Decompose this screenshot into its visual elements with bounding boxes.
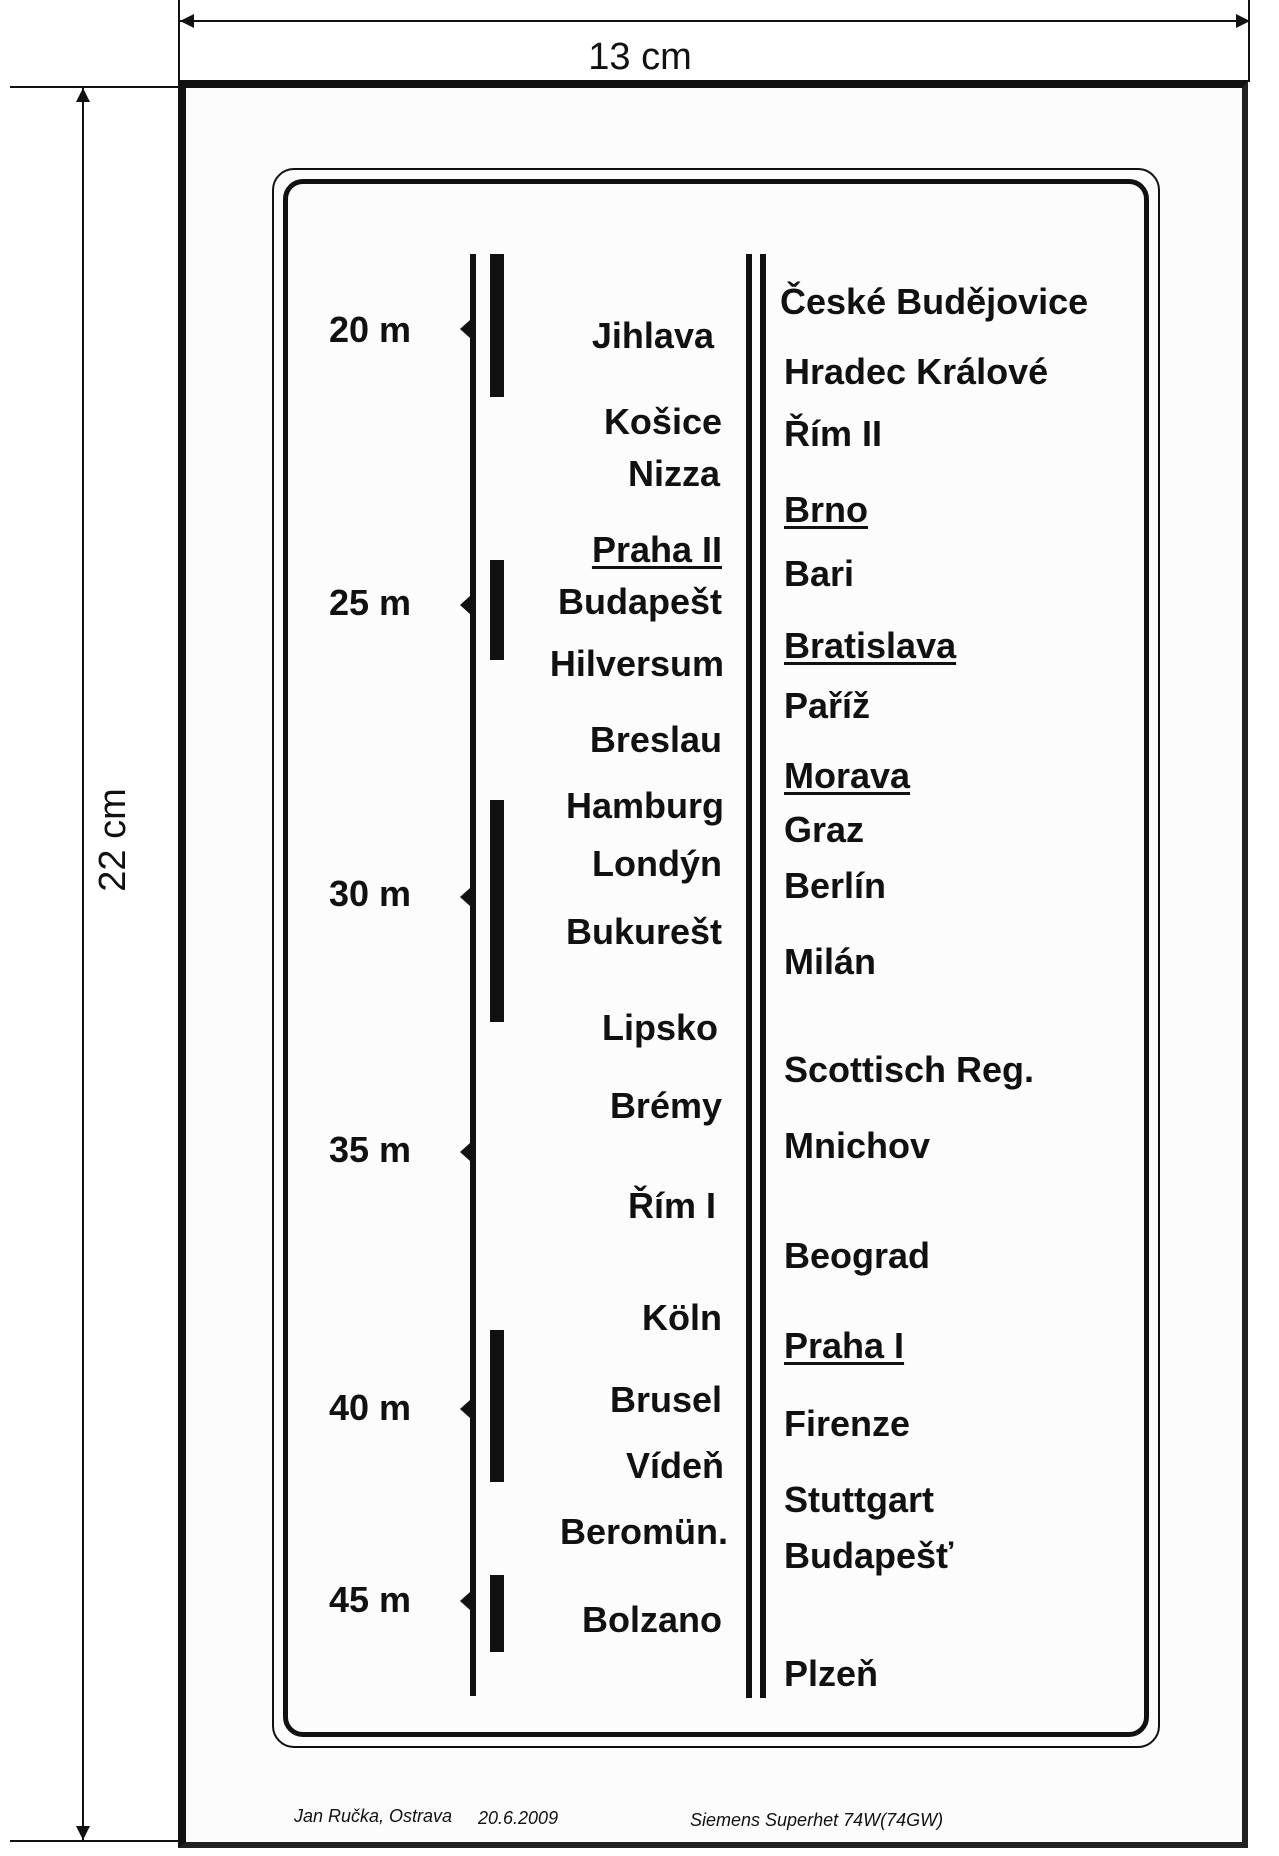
station-rim-ii: Řím II <box>784 413 883 454</box>
station-breslau: Breslau <box>589 719 722 760</box>
station-beromun: Beromün. <box>559 1511 728 1552</box>
station-praha-i: Praha I <box>784 1325 905 1366</box>
scale-mark-40m: 40 m <box>328 1387 412 1428</box>
height-dimension-tick-bottom <box>10 1840 178 1842</box>
station-rim-i: Řím I <box>627 1185 716 1226</box>
arrow-left-icon <box>180 14 194 28</box>
station-plzen: Plzeň <box>784 1653 879 1694</box>
station-brno: Brno <box>784 489 868 530</box>
station-hradec-kralove: Hradec Králové <box>784 351 1049 392</box>
station-bremy: Brémy <box>609 1085 722 1126</box>
width-dimension-tick-left <box>178 0 180 82</box>
scale-mark-35m: 35 m <box>328 1129 412 1170</box>
station-milan: Milán <box>784 941 877 982</box>
station-praha-ii: Praha II <box>591 529 722 570</box>
station-budapest: Budapešt <box>557 581 722 622</box>
scale-tick-icon <box>460 1143 470 1161</box>
scale-tick-icon <box>460 888 470 906</box>
station-graz: Graz <box>784 809 865 850</box>
station-hilversum: Hilversum <box>549 643 724 684</box>
station-firenze: Firenze <box>784 1403 911 1444</box>
station-londyn: Londýn <box>592 843 722 884</box>
station-pariz: Paříž <box>784 685 871 726</box>
station-jihlava: Jihlava <box>591 315 714 356</box>
station-beograd: Beograd <box>784 1235 931 1276</box>
station-kosice: Košice <box>603 401 722 442</box>
station-brusel: Brusel <box>609 1379 722 1420</box>
scale-tick-icon <box>460 596 470 614</box>
footer-author: Jan Ručka, Ostrava <box>294 1806 453 1826</box>
station-budapest-2: Budapešť <box>784 1535 954 1576</box>
width-dimension-line <box>180 20 1250 22</box>
arrow-up-icon <box>76 88 90 102</box>
scale-tick-icon <box>460 1592 470 1610</box>
station-ceske-budejovice: České Budějovice <box>780 281 1089 322</box>
band-segment-30m <box>490 800 504 1022</box>
station-hamburg: Hamburg <box>565 785 724 826</box>
scale-tick-icon <box>460 320 470 338</box>
height-dimension-label: 22 cm <box>92 788 134 892</box>
station-morava: Morava <box>784 755 911 796</box>
width-dimension-label: 13 cm <box>588 36 692 78</box>
arrow-right-icon <box>1236 14 1250 28</box>
station-nizza: Nizza <box>627 453 720 494</box>
divider-rule-right <box>760 254 766 1698</box>
station-viden: Vídeň <box>625 1445 724 1486</box>
station-stuttgart: Stuttgart <box>784 1479 934 1520</box>
footer-model: Siemens Superhet 74W(74GW) <box>690 1810 944 1830</box>
station-bari: Bari <box>784 553 855 594</box>
scale-mark-25m: 25 m <box>328 582 412 623</box>
divider-rule-left <box>746 254 752 1698</box>
width-dimension-tick-right <box>1248 0 1250 82</box>
station-lipsko: Lipsko <box>601 1007 718 1048</box>
station-bolzano: Bolzano <box>582 1599 722 1640</box>
station-bukurest: Bukurešt <box>565 911 722 952</box>
scale-mark-20m: 20 m <box>328 309 412 350</box>
station-mnichov: Mnichov <box>784 1125 931 1166</box>
scale-mark-30m: 30 m <box>328 873 412 914</box>
station-bratislava: Bratislava <box>784 625 957 666</box>
scale-mark-45m: 45 m <box>328 1579 412 1620</box>
wavelength-scale-line <box>470 254 476 1696</box>
station-koln: Köln <box>642 1297 722 1338</box>
height-dimension-tick-top <box>10 86 178 88</box>
station-scottisch-reg: Scottisch Reg. <box>784 1049 1035 1090</box>
height-dimension-line <box>82 88 84 1840</box>
arrow-down-icon <box>76 1826 90 1840</box>
station-berlin: Berlín <box>784 865 887 906</box>
footer-date: 20.6.2009 <box>478 1808 559 1828</box>
scale-tick-icon <box>460 1400 470 1418</box>
